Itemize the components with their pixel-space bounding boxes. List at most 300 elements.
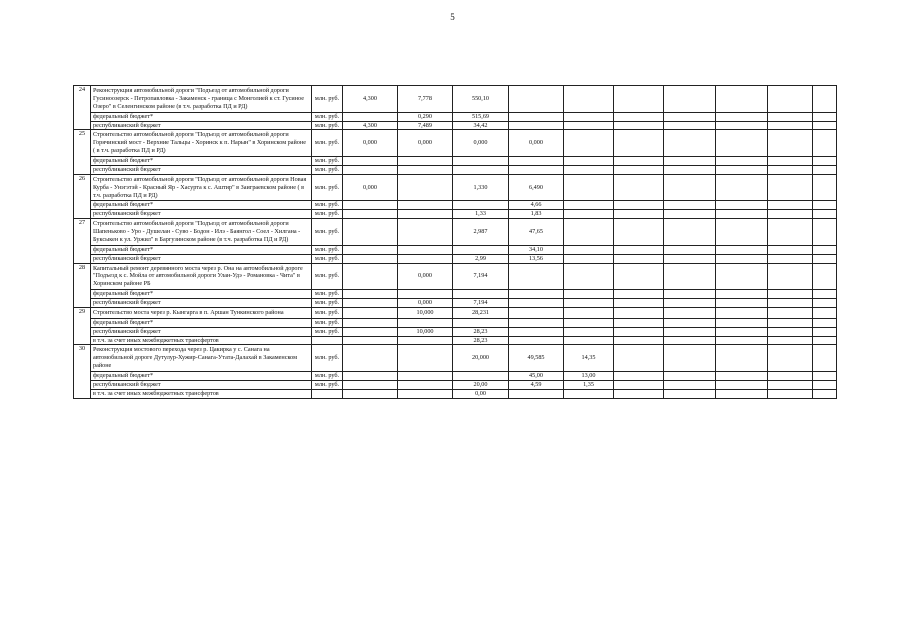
project-value-cell: 1,330 — [453, 174, 509, 201]
funding-value-cell — [664, 372, 716, 381]
project-number: 27 — [74, 219, 91, 263]
funding-value-cell — [664, 245, 716, 254]
project-value-cell — [343, 345, 398, 372]
project-number: 24 — [74, 86, 91, 130]
funding-value-cell — [564, 318, 614, 327]
project-value-cell — [768, 345, 813, 372]
funding-source-label: федеральный бюджет* — [91, 372, 312, 381]
funding-value-cell — [813, 121, 837, 130]
funding-value-cell — [614, 245, 664, 254]
funding-source-label: федеральный бюджет* — [91, 245, 312, 254]
project-value-cell: 20,000 — [453, 345, 509, 372]
funding-value-cell — [664, 157, 716, 166]
funding-value-cell — [398, 372, 453, 381]
funding-value-cell: 0,290 — [398, 112, 453, 121]
project-value-cell — [716, 174, 768, 201]
funding-value-cell — [453, 157, 509, 166]
funding-row — [74, 210, 837, 219]
funding-value-cell — [398, 157, 453, 166]
project-value-cell: 0,000 — [398, 263, 453, 290]
funding-value-cell — [343, 389, 398, 398]
project-value-cell — [716, 307, 768, 318]
funding-unit: млн. руб. — [312, 290, 343, 299]
funding-value-cell — [768, 157, 813, 166]
project-value-cell — [564, 263, 614, 290]
project-value-cell — [716, 86, 768, 113]
funding-value-cell: 7,194 — [453, 299, 509, 308]
funding-value-cell — [509, 112, 564, 121]
project-value-cell — [564, 307, 614, 318]
funding-value-cell — [664, 112, 716, 121]
project-value-cell — [343, 307, 398, 318]
funding-unit: млн. руб. — [312, 327, 343, 336]
funding-row — [74, 380, 837, 389]
project-value-cell: 550,10 — [453, 86, 509, 113]
funding-value-cell — [453, 165, 509, 174]
funding-value-cell — [813, 254, 837, 263]
funding-source-label: в т.ч. за счет иных межбюджетных трансфертов — [91, 389, 312, 398]
funding-value-cell: 45,00 — [509, 372, 564, 381]
funding-value-cell: 34,10 — [509, 245, 564, 254]
project-value-cell — [614, 86, 664, 113]
project-value-cell — [716, 130, 768, 157]
project-value-cell — [664, 130, 716, 157]
project-unit: млн. руб. — [312, 263, 343, 290]
funding-row — [74, 254, 837, 263]
funding-value-cell — [398, 165, 453, 174]
funding-source-label: республиканский бюджет — [91, 121, 312, 130]
project-title: Реконструкция автомобильной дороги "Подъезд от автомобильной дороги Гусиноозерск - Петропавловка - Закаменск - граница с Монголией к ст. Гусиное Озеро" в Селенгинском районе (в т.ч. разработка ПД и РД) — [91, 86, 312, 113]
funding-value-cell — [614, 210, 664, 219]
funding-value-cell — [343, 165, 398, 174]
project-value-cell: 2,987 — [453, 219, 509, 246]
project-row — [74, 263, 837, 290]
funding-value-cell: 1,33 — [453, 210, 509, 219]
funding-value-cell: 4,59 — [509, 380, 564, 389]
funding-value-cell — [614, 336, 664, 345]
funding-value-cell — [343, 299, 398, 308]
funding-source-label: федеральный бюджет* — [91, 201, 312, 210]
funding-value-cell — [398, 389, 453, 398]
project-value-cell — [564, 174, 614, 201]
funding-value-cell — [716, 290, 768, 299]
project-value-cell — [398, 219, 453, 246]
project-value-cell — [614, 263, 664, 290]
funding-value-cell — [453, 201, 509, 210]
funding-unit: млн. руб. — [312, 201, 343, 210]
project-title: Реконструкция мостового перехода через р. Цакирка у с. Санага на автомобильной дороге Дутулур-Хужир-Санага-Утата-Далахай в Закаменском районе — [91, 345, 312, 372]
project-number: 29 — [74, 307, 91, 345]
funding-value-cell — [453, 290, 509, 299]
funding-value-cell — [716, 201, 768, 210]
funding-row — [74, 121, 837, 130]
funding-value-cell — [768, 254, 813, 263]
funding-value-cell — [664, 318, 716, 327]
funding-value-cell: 20,00 — [453, 380, 509, 389]
project-value-cell — [664, 263, 716, 290]
project-unit: млн. руб. — [312, 345, 343, 372]
funding-value-cell: 4,66 — [509, 201, 564, 210]
funding-row — [74, 318, 837, 327]
funding-value-cell — [716, 380, 768, 389]
project-value-cell — [716, 345, 768, 372]
funding-value-cell — [564, 112, 614, 121]
project-title: Строительство автомобильной дороги "Подъезд от автомобильной дороги Новая Курба - Унэгэтэй - Красный Яр - Хасурта к с. Аштир" в Заиграевском районе ( в т.ч. разработка ПД и РД) — [91, 174, 312, 201]
project-value-cell — [813, 345, 837, 372]
funding-value-cell — [453, 245, 509, 254]
project-number: 30 — [74, 345, 91, 398]
funding-source-label: федеральный бюджет* — [91, 318, 312, 327]
project-unit: млн. руб. — [312, 86, 343, 113]
funding-value-cell — [768, 201, 813, 210]
funding-unit: млн. руб. — [312, 372, 343, 381]
project-value-cell — [664, 219, 716, 246]
funding-value-cell — [813, 380, 837, 389]
project-value-cell — [716, 219, 768, 246]
project-value-cell — [813, 263, 837, 290]
project-number: 28 — [74, 263, 91, 307]
funding-value-cell — [564, 245, 614, 254]
funding-value-cell — [768, 210, 813, 219]
funding-value-cell — [813, 165, 837, 174]
funding-value-cell — [716, 254, 768, 263]
funding-unit: млн. руб. — [312, 210, 343, 219]
project-value-cell — [614, 219, 664, 246]
funding-source-label: в т.ч. за счет иных межбюджетных трансфертов — [91, 336, 312, 345]
project-value-cell — [614, 307, 664, 318]
funding-value-cell: 28,23 — [453, 336, 509, 345]
funding-value-cell — [509, 327, 564, 336]
project-row — [74, 307, 837, 318]
project-value-cell — [813, 130, 837, 157]
page-number: 5 — [450, 12, 455, 22]
funding-unit: млн. руб. — [312, 112, 343, 121]
project-value-cell — [398, 174, 453, 201]
funding-value-cell — [509, 389, 564, 398]
funding-value-cell — [343, 210, 398, 219]
project-value-cell — [664, 307, 716, 318]
project-unit: млн. руб. — [312, 307, 343, 318]
funding-value-cell — [768, 245, 813, 254]
funding-value-cell — [614, 201, 664, 210]
funding-value-cell — [813, 372, 837, 381]
funding-value-cell — [768, 121, 813, 130]
funding-value-cell — [664, 380, 716, 389]
funding-row — [74, 336, 837, 345]
funding-value-cell — [614, 121, 664, 130]
funding-value-cell — [398, 336, 453, 345]
funding-unit: млн. руб. — [312, 245, 343, 254]
funding-value-cell — [343, 245, 398, 254]
funding-unit: млн. руб. — [312, 165, 343, 174]
project-value-cell — [664, 174, 716, 201]
budget-table — [73, 85, 837, 399]
funding-value-cell — [768, 165, 813, 174]
project-value-cell — [614, 174, 664, 201]
funding-value-cell — [614, 327, 664, 336]
funding-value-cell — [614, 318, 664, 327]
project-row — [74, 174, 837, 201]
funding-value-cell — [564, 121, 614, 130]
funding-value-cell — [716, 157, 768, 166]
funding-source-label: республиканский бюджет — [91, 380, 312, 389]
funding-value-cell — [509, 299, 564, 308]
funding-value-cell — [664, 201, 716, 210]
funding-source-label: республиканский бюджет — [91, 299, 312, 308]
funding-value-cell: 1,83 — [509, 210, 564, 219]
funding-source-label: федеральный бюджет* — [91, 112, 312, 121]
funding-value-cell — [343, 157, 398, 166]
funding-value-cell — [716, 112, 768, 121]
funding-value-cell — [664, 290, 716, 299]
funding-value-cell: 7,489 — [398, 121, 453, 130]
funding-value-cell — [453, 372, 509, 381]
funding-value-cell — [716, 121, 768, 130]
project-value-cell: 0,000 — [509, 130, 564, 157]
funding-value-cell — [813, 299, 837, 308]
funding-value-cell: 0,00 — [453, 389, 509, 398]
funding-source-label: республиканский бюджет — [91, 210, 312, 219]
project-value-cell — [664, 345, 716, 372]
project-value-cell: 28,231 — [453, 307, 509, 318]
funding-row — [74, 372, 837, 381]
project-row — [74, 219, 837, 246]
funding-value-cell — [343, 318, 398, 327]
funding-value-cell — [813, 201, 837, 210]
funding-value-cell — [716, 165, 768, 174]
funding-value-cell — [813, 290, 837, 299]
funding-value-cell — [768, 336, 813, 345]
funding-value-cell — [614, 380, 664, 389]
project-title: Строительство автомобильной дороги "Подъезд от автомобильной дороги Горячинский мост - Верхние Тальцы - Хоринск к п. Нарын" в Хоринском районе ( в т.ч. разработка ПД и РД) — [91, 130, 312, 157]
funding-value-cell — [398, 318, 453, 327]
funding-value-cell — [768, 290, 813, 299]
funding-value-cell — [716, 210, 768, 219]
project-value-cell — [768, 307, 813, 318]
project-value-cell: 4,300 — [343, 86, 398, 113]
funding-value-cell — [398, 201, 453, 210]
project-value-cell — [813, 307, 837, 318]
funding-value-cell — [716, 336, 768, 345]
funding-value-cell — [343, 372, 398, 381]
funding-value-cell: 515,69 — [453, 112, 509, 121]
table-body — [74, 86, 837, 399]
funding-unit: млн. руб. — [312, 254, 343, 263]
project-value-cell — [343, 263, 398, 290]
project-value-cell — [768, 263, 813, 290]
project-value-cell — [564, 219, 614, 246]
project-value-cell — [509, 263, 564, 290]
funding-value-cell — [509, 165, 564, 174]
funding-value-cell — [343, 327, 398, 336]
project-row — [74, 345, 837, 372]
project-unit: млн. руб. — [312, 219, 343, 246]
funding-unit: млн. руб. — [312, 157, 343, 166]
funding-row — [74, 245, 837, 254]
funding-value-cell — [564, 201, 614, 210]
project-value-cell — [716, 263, 768, 290]
project-value-cell: 6,490 — [509, 174, 564, 201]
funding-value-cell — [398, 290, 453, 299]
funding-value-cell: 4,300 — [343, 121, 398, 130]
funding-value-cell — [343, 336, 398, 345]
funding-unit: млн. руб. — [312, 299, 343, 308]
project-value-cell — [813, 86, 837, 113]
project-value-cell — [564, 86, 614, 113]
funding-value-cell — [664, 210, 716, 219]
funding-value-cell: 0,000 — [398, 299, 453, 308]
project-value-cell — [509, 307, 564, 318]
funding-value-cell — [664, 336, 716, 345]
funding-value-cell — [509, 157, 564, 166]
funding-value-cell — [716, 299, 768, 308]
funding-value-cell — [398, 254, 453, 263]
project-value-cell: 10,000 — [398, 307, 453, 318]
funding-row — [74, 389, 837, 398]
project-value-cell: 7,778 — [398, 86, 453, 113]
funding-source-label: федеральный бюджет* — [91, 290, 312, 299]
funding-value-cell — [614, 254, 664, 263]
project-title: Строительство моста через р. Кынгарга в п. Аршан Тункинского района — [91, 307, 312, 318]
funding-value-cell — [614, 299, 664, 308]
project-unit: млн. руб. — [312, 174, 343, 201]
funding-value-cell — [664, 299, 716, 308]
funding-value-cell — [716, 245, 768, 254]
project-value-cell — [614, 345, 664, 372]
funding-value-cell — [768, 112, 813, 121]
project-value-cell: 0,000 — [343, 130, 398, 157]
funding-value-cell — [343, 254, 398, 263]
funding-unit: млн. руб. — [312, 380, 343, 389]
project-value-cell — [564, 130, 614, 157]
funding-value-cell: 34,42 — [453, 121, 509, 130]
funding-value-cell — [664, 165, 716, 174]
funding-value-cell — [343, 201, 398, 210]
funding-value-cell — [564, 165, 614, 174]
funding-value-cell — [716, 389, 768, 398]
funding-value-cell: 1,35 — [564, 380, 614, 389]
funding-row — [74, 327, 837, 336]
funding-value-cell — [614, 372, 664, 381]
project-value-cell: 49,585 — [509, 345, 564, 372]
funding-value-cell — [614, 389, 664, 398]
funding-value-cell: 13,56 — [509, 254, 564, 263]
funding-source-label: республиканский бюджет — [91, 327, 312, 336]
funding-value-cell — [564, 327, 614, 336]
funding-row — [74, 290, 837, 299]
funding-value-cell — [716, 327, 768, 336]
funding-value-cell — [614, 290, 664, 299]
funding-value-cell: 10,000 — [398, 327, 453, 336]
funding-value-cell — [614, 157, 664, 166]
funding-row — [74, 299, 837, 308]
funding-value-cell — [564, 336, 614, 345]
funding-value-cell: 13,00 — [564, 372, 614, 381]
funding-value-cell — [564, 290, 614, 299]
funding-value-cell — [716, 372, 768, 381]
funding-value-cell — [343, 290, 398, 299]
project-value-cell — [343, 219, 398, 246]
funding-source-label: федеральный бюджет* — [91, 157, 312, 166]
funding-row — [74, 157, 837, 166]
funding-value-cell — [768, 318, 813, 327]
project-value-cell: 14,35 — [564, 345, 614, 372]
project-unit: млн. руб. — [312, 130, 343, 157]
funding-value-cell — [664, 389, 716, 398]
funding-value-cell — [813, 327, 837, 336]
project-value-cell — [813, 174, 837, 201]
funding-source-label: республиканский бюджет — [91, 165, 312, 174]
project-number: 25 — [74, 130, 91, 174]
funding-value-cell — [614, 112, 664, 121]
funding-row — [74, 112, 837, 121]
funding-unit — [312, 336, 343, 345]
project-value-cell — [813, 219, 837, 246]
funding-value-cell — [813, 318, 837, 327]
funding-row — [74, 201, 837, 210]
project-number: 26 — [74, 174, 91, 218]
funding-value-cell — [509, 318, 564, 327]
funding-value-cell — [768, 327, 813, 336]
project-value-cell — [664, 86, 716, 113]
funding-value-cell — [398, 380, 453, 389]
funding-value-cell — [813, 389, 837, 398]
funding-value-cell — [564, 389, 614, 398]
funding-value-cell — [768, 372, 813, 381]
funding-value-cell: 28,23 — [453, 327, 509, 336]
project-value-cell: 47,65 — [509, 219, 564, 246]
funding-value-cell — [813, 336, 837, 345]
project-value-cell — [768, 86, 813, 113]
funding-value-cell — [664, 254, 716, 263]
funding-source-label: республиканский бюджет — [91, 254, 312, 263]
project-value-cell — [614, 130, 664, 157]
funding-value-cell — [343, 380, 398, 389]
funding-value-cell — [716, 318, 768, 327]
funding-value-cell — [813, 112, 837, 121]
funding-unit: млн. руб. — [312, 318, 343, 327]
project-title: Строительство автомобильной дороги "Подъезд от автомобильной дороги Шапеньково - Уро - Душелан - Суво - Бодон - Илэ - Баянгол - Соел - Хилгана - Буксыкен к ул. Уржил" в Баргузинском районе (в т.ч. разработка ПД и РД) — [91, 219, 312, 246]
funding-row — [74, 165, 837, 174]
project-value-cell — [398, 345, 453, 372]
project-value-cell — [768, 130, 813, 157]
funding-value-cell — [614, 165, 664, 174]
project-value-cell: 0,000 — [343, 174, 398, 201]
project-value-cell: 0,000 — [398, 130, 453, 157]
funding-value-cell — [564, 157, 614, 166]
funding-value-cell — [509, 290, 564, 299]
funding-value-cell: 2,99 — [453, 254, 509, 263]
funding-value-cell — [509, 336, 564, 345]
funding-value-cell — [343, 112, 398, 121]
funding-value-cell — [768, 389, 813, 398]
funding-unit: млн. руб. — [312, 121, 343, 130]
project-value-cell: 0,000 — [453, 130, 509, 157]
funding-value-cell — [813, 157, 837, 166]
project-value-cell: 7,194 — [453, 263, 509, 290]
project-value-cell — [768, 174, 813, 201]
funding-value-cell — [664, 121, 716, 130]
funding-unit — [312, 389, 343, 398]
funding-value-cell — [564, 299, 614, 308]
funding-value-cell — [564, 254, 614, 263]
funding-value-cell — [398, 210, 453, 219]
project-value-cell — [768, 219, 813, 246]
funding-value-cell — [564, 210, 614, 219]
funding-value-cell — [398, 245, 453, 254]
funding-value-cell — [813, 210, 837, 219]
funding-value-cell — [664, 327, 716, 336]
